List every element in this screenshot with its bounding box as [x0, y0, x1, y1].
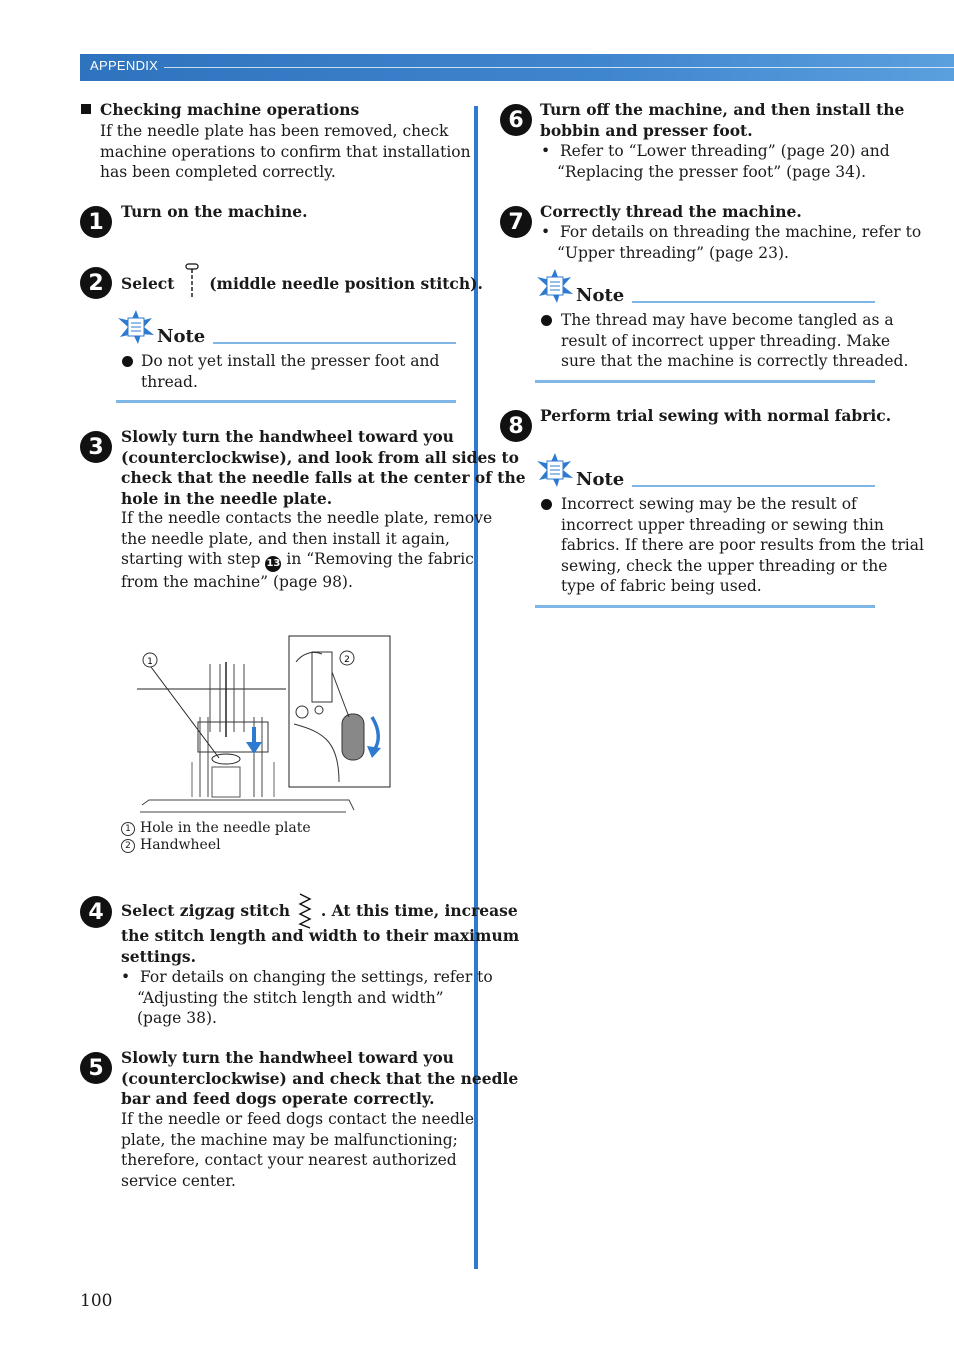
step6-bullet: • Refer to “Lower threading” (page 20) and “Replacing the presser foot” (page 34). — [541, 142, 890, 181]
callout-2-icon: 2 — [121, 839, 135, 853]
note-title: Note — [576, 285, 625, 306]
svg-text:1: 1 — [147, 657, 153, 667]
step-number-7: 7 — [500, 206, 532, 238]
callout-1-icon: 1 — [121, 822, 135, 836]
step-ref-badge: 13 — [265, 556, 281, 572]
zigzag-stitch-icon — [297, 892, 313, 930]
note1-text: Do not yet install the presser foot and thread. — [141, 352, 440, 391]
note-rule — [632, 301, 875, 303]
step5-body: If the needle or feed dogs contact the needle plate, the machine may be malfunctioning; therefore, contact your nearest authorized service center. — [121, 1110, 475, 1190]
step-number-2: 2 — [80, 267, 112, 299]
step4-instruction-line1: Select zigzag stitch . At this time, increase — [121, 892, 518, 930]
note-icon — [535, 268, 575, 304]
step3-body: If the needle contacts the needle plate, remove the needle plate, and then install it again, starting with step 13 in “Removing the fabric from the machine” (page 98). — [121, 509, 493, 591]
note-icon — [535, 452, 575, 488]
header-rule — [164, 67, 954, 68]
step-number-5: 5 — [80, 1052, 112, 1084]
note-bottom-rule — [535, 605, 875, 608]
page-number: 100 — [80, 1291, 113, 1311]
step6-instruction: Turn off the machine, and then install the bobbin and presser foot. — [540, 100, 905, 140]
step-number-4: 4 — [80, 896, 112, 928]
needle-plate-illustration — [134, 632, 394, 817]
bullet-icon — [541, 315, 552, 326]
section-bullet-icon — [81, 104, 91, 114]
step3-instruction: Slowly turn the handwheel toward you (counterclockwise), and look from all sides to check that the needle falls at the center of the hole in the needle plate. — [121, 427, 526, 508]
step-number-6: 6 — [500, 104, 532, 136]
step5-instruction: Slowly turn the handwheel toward you (counterclockwise) and check that the needle bar and feed dogs operate correctly. — [121, 1048, 519, 1108]
note-bottom-rule — [116, 400, 456, 403]
step4-instruction-rest: the stitch length and width to their maximum settings. — [121, 926, 520, 966]
note2-text: The thread may have become tangled as a result of incorrect upper threading. Make sure that the machine is correctly threaded. — [561, 311, 909, 370]
note-title: Note — [157, 326, 206, 347]
step-number-1: 1 — [80, 206, 112, 238]
step-number-8: 8 — [500, 410, 532, 442]
section-label: APPENDIX — [90, 58, 159, 73]
svg-text:2: 2 — [344, 655, 350, 665]
note3-text: Incorrect sewing may be the result of incorrect upper threading or sewing thin fabrics. If there are poor results from the trial sewing, check the upper threading or the type of fabric being used. — [561, 495, 924, 595]
step8-instruction: Perform trial sewing with normal fabric. — [540, 406, 892, 425]
note-rule — [213, 342, 456, 344]
note-rule — [632, 485, 875, 487]
figure-caption-1: 1 Hole in the needle plate — [121, 820, 311, 837]
step2-text: Select (middle needle position stitch). — [121, 263, 483, 303]
note-icon — [116, 309, 156, 345]
note-bottom-rule — [535, 380, 875, 383]
section-body: If the needle plate has been removed, check machine operations to confirm that installation has been completed correctly. — [100, 122, 471, 181]
middle-needle-stitch-icon — [182, 263, 202, 303]
step1-text: Turn on the machine. — [121, 202, 308, 221]
bullet-icon — [541, 499, 552, 510]
note-title: Note — [576, 469, 625, 490]
step4-bullet: • For details on changing the settings, refer to “Adjusting the stitch length and width” (page 38). — [121, 968, 493, 1027]
step7-bullet: • For details on threading the machine, refer to “Upper threading” (page 23). — [541, 223, 922, 262]
step7-instruction: Correctly thread the machine. — [540, 202, 802, 221]
figure-caption-2: 2 Handwheel — [121, 837, 221, 854]
bullet-icon — [122, 356, 133, 367]
step-number-3: 3 — [80, 431, 112, 463]
section-title: Checking machine operations — [100, 100, 360, 119]
